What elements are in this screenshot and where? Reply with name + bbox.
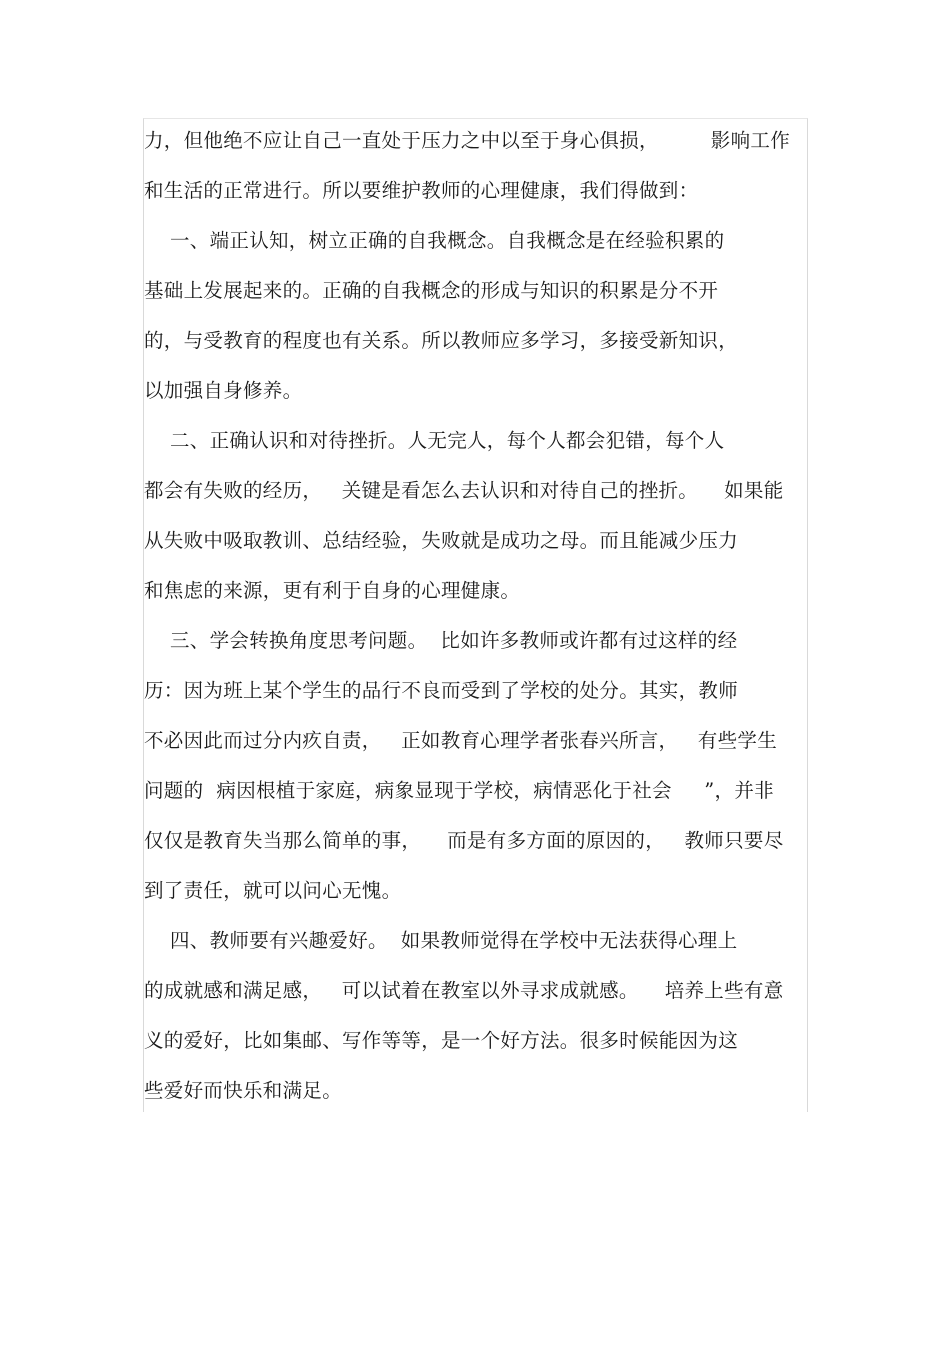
text-line-2: 和生活的正常进行。所以要维护教师的心理健康，我们得做到： [144,179,699,202]
page-frame [143,118,808,1112]
text-line-18: 的成就感和满足感， 可以试着在教室以外寻求成就感。 培养上些有意 [144,979,784,1002]
text-line-8: 都会有失败的经历， 关键是看怎么去认识和对待自己的挫折。 如果能 [144,479,784,502]
text-line-14: 问题的 病因根植于家庭，病象显现于学校，病情恶化于社会 ”，并非 [144,779,774,802]
text-line-5: 的，与受教育的程度也有关系。所以教师应多学习，多接受新知识， [144,329,739,352]
text-line-11: 三、学会转换角度思考问题。 比如许多教师或许都有过这样的经 [144,629,738,652]
text-line-15: 仅仅是教育失当那么简单的事， 而是有多方面的原因的， 教师只要尽 [144,829,784,852]
text-line-1: 力，但他绝不应让自己一直处于压力之中以至于身心俱损， 影响工作 [144,129,790,152]
text-line-20: 些爱好而快乐和满足。 [144,1079,343,1102]
text-line-3: 一、端正认知，树立正确的自我概念。自我概念是在经验积累的 [144,229,725,252]
text-line-4: 基础上发展起来的。正确的自我概念的形成与知识的积累是分不开 [144,279,719,302]
text-line-9: 从失败中吸取教训、总结经验，失败就是成功之母。而且能减少压力 [144,529,739,552]
text-line-13: 不必因此而过分内疚自责， 正如教育心理学者张春兴所言， 有些学生 [144,729,777,752]
text-line-6: 以加强自身修养。 [144,379,303,402]
text-line-12: 历：因为班上某个学生的品行不良而受到了学校的处分。其实，教师 [144,679,739,702]
text-line-10: 和焦虑的来源，更有利于自身的心理健康。 [144,579,521,602]
text-line-7: 二、正确认识和对待挫折。人无完人，每个人都会犯错，每个人 [144,429,725,452]
text-line-16: 到了责任，就可以问心无愧。 [144,879,402,902]
text-line-19: 义的爱好，比如集邮、写作等等，是一个好方法。很多时候能因为这 [144,1029,739,1052]
text-line-17: 四、教师要有兴趣爱好。 如果教师觉得在学校中无法获得心理上 [144,929,738,952]
